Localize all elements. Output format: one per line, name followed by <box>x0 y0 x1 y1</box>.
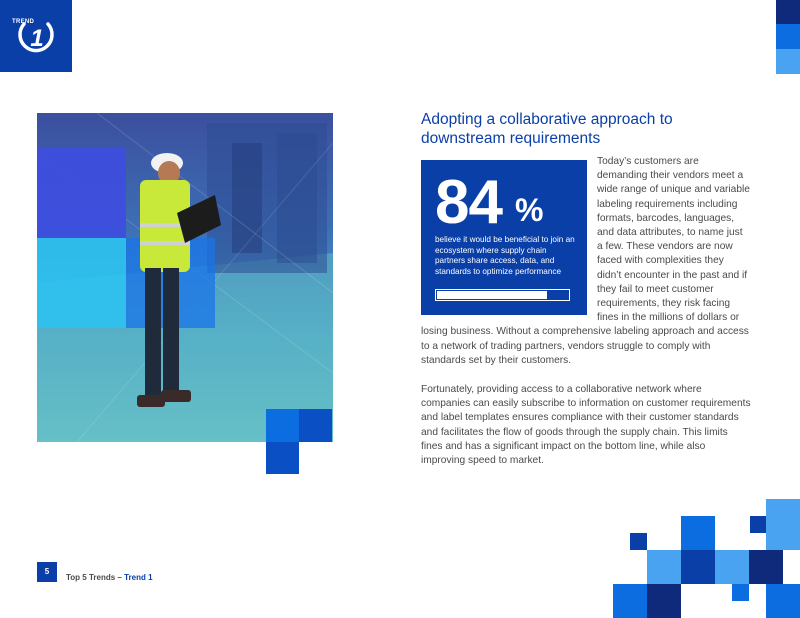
body-paragraph-1: Today’s customers are demanding their vendors meet a wide range of unique and variable labeling requirements including formats, barcodes, languages, and data attributes, to name just a few. These vendors are now faced with complexities they didn’t encounter in the past and if they fail to meet customer requirements, they risk facing fines in the millions of dollars or losing business. Without a comprehensive labeling approach and access to a network of trading partners, vendors struggle to comply with standards set by their customers. <box>421 156 750 366</box>
svg-text:1: 1 <box>30 25 44 52</box>
stat-callout <box>421 160 587 315</box>
stat-number: 84 <box>435 168 502 237</box>
trend-number-icon <box>16 16 56 56</box>
stat-unit: % <box>515 192 544 228</box>
section-heading: Adopting a collaborative approach to downstream requirements <box>421 111 673 147</box>
body-paragraph-2: Fortunately, providing access to a collaborative network where companies can easily subscribe to information on customer requirements and label templates ensures compliance with their customer standards and facilitates the flow of goods through the supply chain. This limits fines and has a significant impact on the bottom line, while also improving speed to market. <box>421 384 751 467</box>
page-number: 5 <box>37 562 57 582</box>
footer-label: Top 5 Trends – Trend 1 <box>66 573 153 582</box>
trend-badge-label: TREND <box>12 19 35 25</box>
trend-badge <box>0 0 72 72</box>
stat-progress-fill <box>437 291 547 299</box>
stat-progress-bar <box>435 289 570 301</box>
footer-label-accent: Trend 1 <box>124 573 153 582</box>
hero-photo <box>37 113 333 442</box>
stat-caption: believe it would be beneficial to join an ecosystem where supply chain partners share access, data, and standards to optimize performance <box>435 235 575 276</box>
